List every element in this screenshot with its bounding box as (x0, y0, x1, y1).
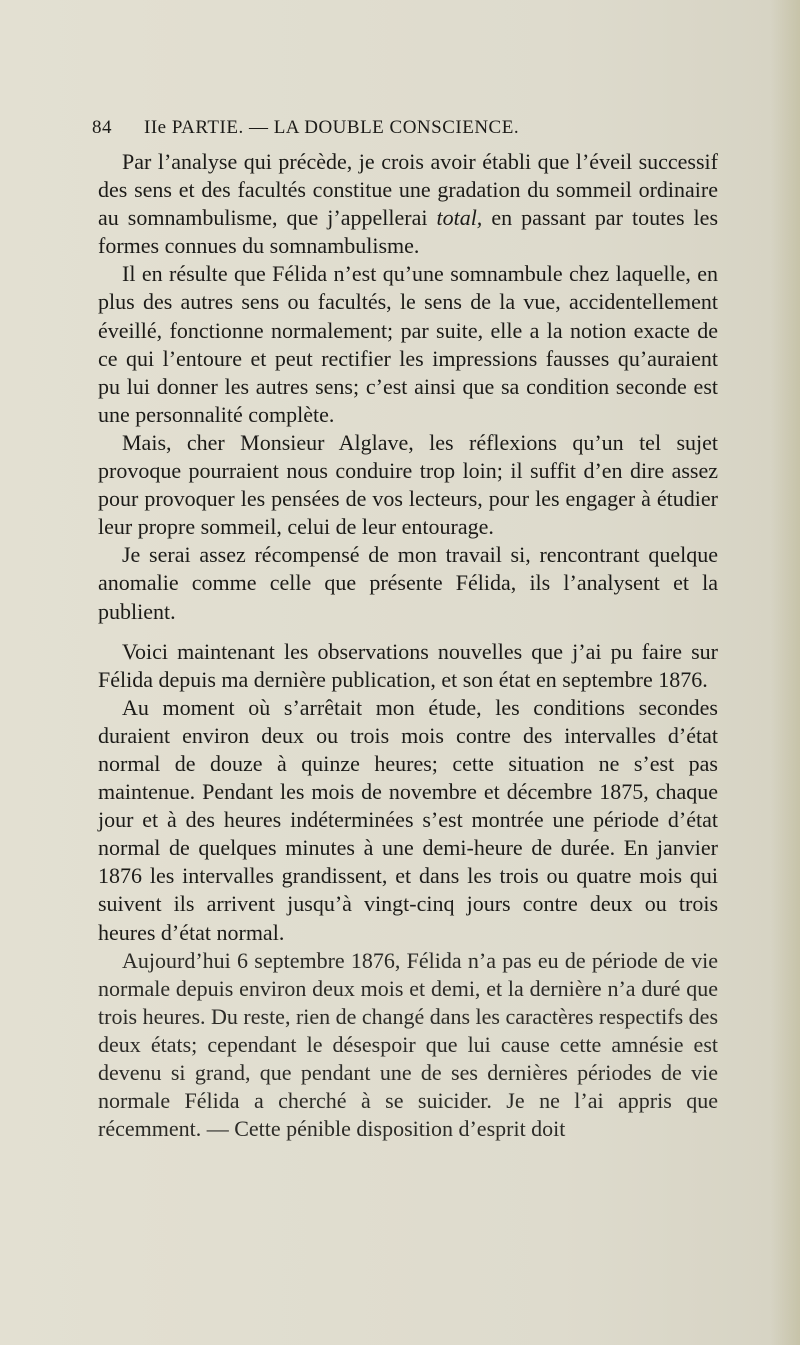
page-number: 84 (92, 117, 112, 138)
paragraph-4: Je serai assez récompensé de mon travail si, rencontrant quelque anomalie comme celle que présente Félida, ils l’analysent et la publient. (98, 542, 718, 624)
paragraph-1-text-end: en passant par toutes les formes connues du somnambulisme. (98, 205, 718, 259)
paragraph-1-italic: total, (436, 205, 483, 231)
paragraph-7: Aujourd’hui 6 septembre 1876, Félida n’a pas eu de période de vie normale depuis environ deux mois et demi, et la dernière n’a duré que trois heures. Du reste, rien de changé dans les caractères respectifs des deux états; cependant le désespoir que lui cause cette amnésie est devenu si grand, que pendant une de ses dernières périodes de vie normale Félida a cherché à se suicider. Je ne l’ai appris que récemment. — Cette pénible disposition d’esprit doit (98, 947, 719, 1142)
paragraph-1-text: Par l’analyse qui précède, je crois avoir établi que l’éveil successif des sens et des facultés constitue une gradation du sommeil ordinaire au somnambulisme, que j’appellerai (98, 149, 718, 231)
paragraph-6: Au moment où s’arrêtait mon étude, les conditions secondes duraient environ deux ou trois mois contre des intervalles d’état normal de douze à quinze heures; cette situation ne s’est pas maintenue. Pendant les mois de novembre et décembre 1875, chaque jour et à des heures indéterminées s’est montrée une période d’état normal de quelques minutes à une demi-heure de durée. En janvier 1876 les intervalles grandissent, et dans les trois ou quatre mois qui suivent ils arrivent jusqu’à vingt-cinq jours contre deux ou trois heures d’état normal. (98, 694, 718, 945)
running-head: IIe PARTIE. — LA DOUBLE CONSCIENCE. (144, 117, 520, 138)
paragraph-3: Mais, cher Monsieur Alglave, les réflexions qu’un tel sujet provoque pourraient nous conduire trop loin; il suffit d’en dire assez pour provoquer les pensées de vos lecteurs, pour les engager à étudier leur propre sommeil, celui de leur entourage. (98, 429, 718, 540)
paragraph-5: Voici maintenant les observations nouvelles que j’ai pu faire sur Félida depuis ma dernière publication, et son état en septembre 1876. (98, 638, 718, 692)
page-header (92, 117, 712, 139)
body-text (98, 148, 718, 1143)
paragraph-2: Il en résulte que Félida n’est qu’une somnambule chez laquelle, en plus des autres sens ou facultés, le sens de la vue, accidentellement éveillé, fonctionne normalement; par suite, elle a la notion exacte de ce qui l’entoure et peut rectifier les impressions fausses qu’auraient pu lui donner les autres sens; c’est ainsi que sa condition seconde est une personnalité complète. (98, 261, 718, 427)
paragraph-1 (98, 148, 718, 260)
